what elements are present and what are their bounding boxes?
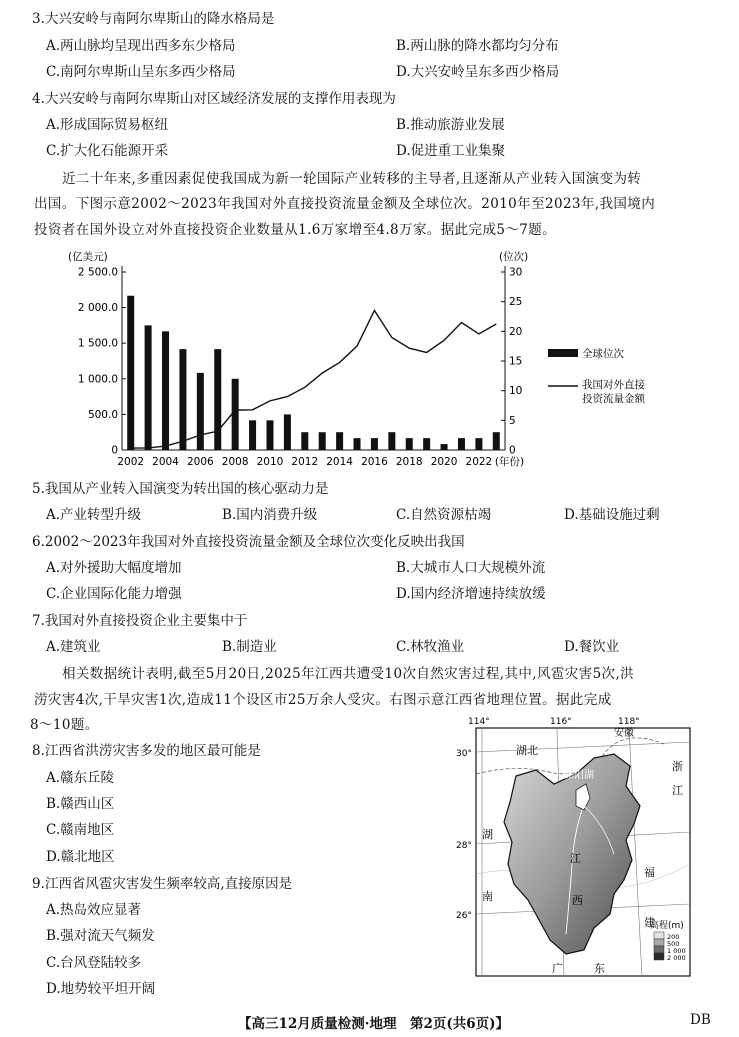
q8-option-b: B.赣西山区: [46, 796, 115, 812]
legend-title-elevation: 高程(m): [650, 921, 684, 931]
legend-value-1000: 1 000: [667, 947, 686, 955]
chart-bar-rank: [179, 349, 186, 450]
q4-option-c: C.扩大化石能源开采: [46, 143, 169, 159]
chart-bar-rank: [162, 331, 169, 450]
q5-option-a: A.产业转型升级: [46, 507, 142, 523]
chart-x-tick-label: 2014: [326, 456, 353, 468]
legend-swatch-2: [654, 939, 664, 946]
q3-option-d: D.大兴安岭呈东多西少格局: [396, 64, 560, 80]
q9-stem: 9.江西省风雹灾害发生频率较高,直接原因是: [32, 876, 293, 892]
chart-bar-rank: [214, 349, 221, 450]
chart-bar-rank: [441, 444, 448, 450]
chart-bar-rank: [371, 438, 378, 450]
chart-bar-rank: [232, 379, 239, 450]
chart-left-tick-label: 2 500.0: [77, 266, 118, 279]
legend-swatch-4: [654, 953, 664, 960]
legend-value-200: 200: [667, 933, 680, 941]
fdi-chart: [60, 248, 700, 473]
q5-stem: 5.我国从产业转入国演变为转出国的核心驱动力是: [32, 481, 329, 497]
passage1-line3: 投资者在国外设立对外直接投资企业数量从1.6万家增至4.8万家。据此完成5～7题。: [34, 222, 557, 238]
chart-plot-area: [68, 250, 645, 468]
chart-left-tick-label: 2 000.0: [77, 302, 118, 315]
q5-option-c: C.自然资源枯竭: [396, 507, 492, 523]
chart-x-tick-label: 2020: [430, 456, 458, 468]
chart-bar-rank: [301, 432, 308, 450]
chart-bar-rank: [406, 438, 413, 450]
q7-option-b: B.制造业: [222, 639, 277, 655]
chart-bar-rank: [475, 438, 482, 450]
label-jiang-jiangxi: 江: [570, 852, 581, 865]
chart-left-tick-label: 1 500.0: [77, 337, 118, 350]
lon-label-116: 116°: [550, 717, 572, 727]
chart-left-tick-label: 0: [111, 444, 118, 457]
chart-left-tick-label: 1 000.0: [77, 373, 118, 386]
lat-label-30: 30°: [456, 749, 472, 759]
chart-left-tick-label: 500.0: [87, 408, 118, 421]
chart-legend-line-label-1: 我国对外直接: [582, 379, 645, 391]
footer-title: 【高三12月质量检测·地理 第2页(共6页)】: [238, 1016, 510, 1032]
chart-right-tick-label: 10: [509, 385, 523, 398]
chart-legend-line-label-2: 投资流量金额: [582, 393, 645, 405]
legend-swatch-3: [654, 946, 664, 953]
chart-bar-rank: [354, 438, 361, 450]
chart-legend-bar-swatch: [548, 349, 578, 357]
q7-stem: 7.我国对外直接投资企业主要集中于: [32, 613, 248, 629]
q3-option-c: C.南阿尔卑斯山呈东多西少格局: [46, 64, 236, 80]
chart-left-unit: (亿美元): [68, 251, 108, 263]
chart-right-unit: (位次): [499, 251, 529, 263]
chart-right-tick-label: 20: [509, 325, 523, 338]
q6-option-d: D.国内经济增速持续放缓: [396, 586, 546, 602]
chart-x-tick-label: 2010: [256, 456, 284, 468]
q9-option-d: D.地势较平坦开阔: [46, 981, 156, 997]
chart-bar-rank: [458, 438, 465, 450]
chart-right-tick-label: 5: [509, 414, 516, 427]
q6-option-b: B.大城市人口大规模外流: [396, 560, 546, 576]
chart-x-tick-label: 2004: [152, 456, 179, 468]
chart-bar-rank: [266, 420, 273, 450]
passage2-line2: 涝灾害4次,干旱灾害1次,造成11个设区市25万余人受灾。右图示意江西省地理位置。据此完成: [34, 692, 612, 708]
label-hubei: 湖北: [516, 744, 538, 757]
chart-bar-rank: [249, 420, 256, 450]
q4-option-a: A.形成国际贸易枢纽: [46, 117, 169, 133]
passage1-line1: 近二十年来,多重因素促使我国成为新一轮国际产业转移的主导者,且逐渐从产业转入国演变为转: [62, 171, 642, 187]
q8-option-a: A.赣东丘陵: [46, 770, 115, 786]
lon-label-118: 118°: [618, 717, 640, 727]
q5-option-b: B.国内消费升级: [222, 507, 318, 523]
footer-code: DB: [690, 1012, 711, 1028]
chart-x-tick-label: 2018: [395, 456, 423, 468]
chart-bar-rank: [127, 296, 134, 450]
chart-x-tick-label: 2008: [221, 456, 249, 468]
label-jiang-zhejiang: 江: [672, 784, 683, 797]
q3-stem: 3.大兴安岭与南阿尔卑斯山的降水格局是: [32, 11, 275, 27]
chart-legend-bar-label: 全球位次: [582, 348, 624, 360]
q8-stem: 8.江西省洪涝灾害多发的地区最可能是: [32, 743, 261, 759]
label-jian: 建: [644, 916, 655, 929]
jiangxi-location-map: [454, 714, 694, 979]
label-guang: 广: [552, 962, 563, 975]
legend-value-500: 500: [667, 940, 680, 948]
q5-option-d: D.基础设施过剩: [564, 507, 660, 523]
label-zhe: 浙: [672, 760, 683, 773]
chart-right-tick-label: 25: [509, 296, 523, 309]
q3-option-a: A.两山脉均呈现出西多东少格局: [46, 38, 236, 54]
legend-swatch-1: [654, 932, 664, 939]
q7-option-c: C.林牧渔业: [396, 639, 465, 655]
q8-option-d: D.赣北地区: [46, 849, 115, 865]
chart-bar-rank: [493, 432, 500, 450]
label-dong: 东: [594, 962, 605, 975]
chart-x-tick-label: 2006: [186, 456, 214, 468]
chart-x-tick-label: 2002: [117, 456, 145, 468]
lon-label-114: 114°: [468, 717, 490, 727]
chart-bar-rank: [197, 373, 204, 450]
label-fu: 福: [644, 866, 655, 879]
chart-right-tick-label: 30: [509, 266, 523, 279]
q9-option-b: B.强对流天气频发: [46, 928, 155, 944]
chart-bar-rank: [423, 438, 430, 450]
label-anhui: 安徽: [614, 728, 634, 739]
q9-option-a: A.热岛效应显著: [46, 902, 142, 918]
chart-bar-rank: [319, 432, 326, 450]
chart-bar-rank: [284, 414, 291, 450]
q8-option-c: C.赣南地区: [46, 822, 115, 838]
q6-option-c: C.企业国际化能力增强: [46, 586, 182, 602]
q4-option-b: B.推动旅游业发展: [396, 117, 505, 133]
q9-option-c: C.台风登陆较多: [46, 955, 142, 971]
chart-bar-rank: [145, 325, 152, 450]
q4-stem: 4.大兴安岭与南阿尔卑斯山对区域经济发展的支撑作用表现为: [32, 91, 396, 107]
chart-bar-rank: [336, 432, 343, 450]
passage2-line1: 相关数据统计表明,截至5月20日,2025年江西共遭受10次自然灾害过程,其中,风雹灾害5次,洪: [62, 666, 635, 682]
chart-x-tick-label: 2022: [465, 456, 493, 468]
q6-option-a: A.对外援助大幅度增加: [46, 560, 182, 576]
q7-option-d: D.餐饮业: [564, 639, 620, 655]
chart-x-unit: (年份): [494, 456, 525, 468]
label-nan: 南: [482, 890, 493, 903]
label-hu: 湖: [482, 828, 493, 841]
chart-x-tick-label: 2012: [291, 456, 319, 468]
chart-bar-rank: [388, 432, 395, 450]
passage2-line3: 8～10题。: [30, 717, 99, 733]
q4-option-d: D.促进重工业集聚: [396, 143, 506, 159]
label-poyang: 鄱阳湖: [564, 770, 594, 781]
passage1-line2: 出国。下图示意2002～2023年我国对外直接投资流量金额及全球位次。2010年至2023年,我国境内: [34, 196, 656, 212]
label-xi: 西: [572, 894, 583, 907]
lat-label-28: 28°: [456, 841, 472, 851]
chart-right-tick-label: 0: [509, 444, 516, 457]
q3-option-b: B.两山脉的降水都均匀分布: [396, 38, 559, 54]
chart-right-tick-label: 15: [509, 355, 523, 368]
q7-option-a: A.建筑业: [46, 639, 101, 655]
legend-value-2000: 2 000: [667, 954, 686, 962]
lat-label-26: 26°: [456, 911, 472, 921]
q6-stem: 6.2002～2023年我国对外直接投资流量金额及全球位次变化反映出我国: [32, 534, 465, 550]
chart-x-tick-label: 2016: [361, 456, 388, 468]
